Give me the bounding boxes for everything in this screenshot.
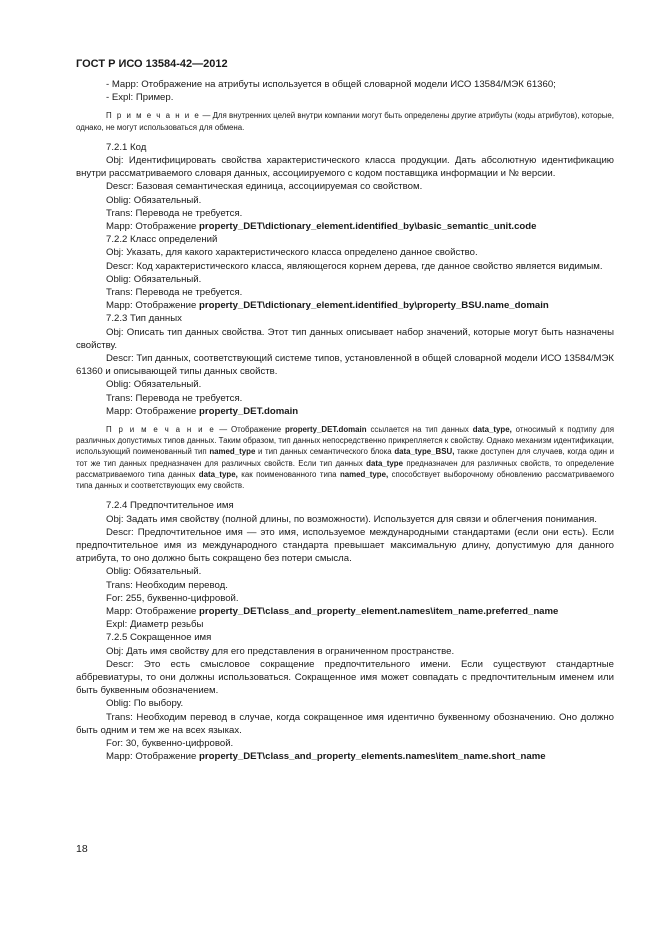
descr-line: Descr: Это есть смысловое сокращение предпочтительного имени. Если существуют стандартные аббревиатуры, то они должны использоваться. Сокращенное имя может совпадать с предпочтительным именем или быть буквенным обозначением. [76,658,614,697]
section-heading: 7.2.1 Код [106,141,147,153]
mapp-value: property_DET\dictionary_element.identified_by\basic_semantic_unit.code [199,221,537,233]
trans-line: Trans: Необходим перевод в случае, когда сокращенное имя идентично буквенному обозначению. Оно должно быть одним и тем же на всех языках. [76,711,614,736]
note-term: data_type, [198,469,238,479]
note-text: способствует выборочному обновлению рассматриваемого типа данных и соответствующих ему свойств. [76,469,615,491]
note-term: named_type, [339,469,389,479]
note-text: также доступен для случаев, когда один и тот же тип данных предназначен для различных свойств. Если тип данных [76,447,614,468]
note-term: data_type [366,458,403,468]
note-text: — Отображение [215,425,286,435]
mapp-prefix: Mapp: Отображение [106,605,199,617]
trans-line: Trans: Необходим перевод. [106,579,228,591]
mapp-prefix: Mapp: Отображение [106,751,199,763]
mapp-line [76,405,614,418]
note-term: data_type, [472,425,512,435]
note-text: как поименованного типа [237,469,340,479]
intro-expl: - Expl: Пример. [106,92,174,104]
mapp-line [76,220,614,233]
obj-line: Obj: Указать, для какого характеристического класса определено данное свойство. [106,247,478,259]
for-line: For: 30, буквенно-цифровой. [106,737,234,749]
note-term: data_type_BSU, [394,447,455,457]
oblig-line: Oblig: Обязательный. [106,566,202,578]
note-term: named_type [209,447,256,457]
obj-line: Obj: Задать имя свойству (полной длины, по возможности). Используется для связи и облегчения понимания. [106,513,597,525]
mapp-prefix: Mapp: Отображение [106,221,199,233]
intro-mapp: - Mapp: Отображение на атрибуты используется в общей словарной модели ИСО 13584/МЭК 61360; [106,79,556,90]
expl-line: Expl: Диаметр резьбы [106,619,204,631]
obj-line: Obj: Описать тип данных свойства. Этот тип данных описывает набор значений, которые могут быть назначены свойству. [76,326,614,351]
mapp-line [76,299,614,312]
obj-line: Obj: Идентифицировать свойства характеристического класса продукции. Дать абсолютную идентификацию внутри рассматриваемого словаря данных, ассоциируемого с кодом поставщика информации и № версии. [76,155,614,180]
note-label: П р и м е ч а н и е [106,425,216,435]
note-1 [76,110,614,132]
descr-line: Descr: Предпочтительное имя — это имя, используемое международными стандартами (если они есть). Если предпочтительное имя из международного стандарта превышает максимальную длину, допустимую для данного атрибута, то оно должно быть сокращено без потери смысла. [76,526,614,565]
page-number: 18 [76,843,88,855]
mapp-value: property_DET\class_and_property_elements.names\item_name.short_name [199,751,546,763]
section-heading: 7.2.2 Класс определений [106,234,218,246]
note-text: — Для внутренних целей внутри компании могут быть определены другие атрибуты (коды атрибутов), которые, однако, не могут использоваться для обмена. [76,111,614,132]
descr-line: Descr: Код характеристического класса, являющегося корнем дерева, где данное свойство является видимым. [106,260,603,272]
mapp-line [76,750,614,763]
for-line: For: 255, буквенно-цифровой. [106,592,239,604]
mapp-value: property_DET\class_and_property_element.names\item_name.preferred_name [199,605,559,617]
obj-line: Obj: Дать имя свойству для его представления в ограниченном пространстве. [106,645,455,657]
document-page [76,58,614,763]
mapp-value: property_DET.domain [199,405,299,417]
trans-line: Trans: Перевода не требуется. [106,392,243,404]
mapp-line [76,605,614,618]
document-header: ГОСТ Р ИСО 13584-42—2012 [76,58,228,70]
note-text: относимый к подтипу для различных допустимых типов данных. Таким образом, тип данных непосредственно прикрепляется к свойству. Однако механизм идентификации, использующий поименованный тип [76,425,614,457]
oblig-line: Oblig: Обязательный. [106,379,202,391]
mapp-value: property_DET\dictionary_element.identified_by\property_BSU.name_domain [199,300,549,312]
note-2 [76,424,614,491]
oblig-line: Oblig: По выбору. [106,698,184,710]
note-text: предназначен для различных свойств, то определение рассматриваемого типа данных [76,458,614,479]
section-heading: 7.2.3 Тип данных [106,313,182,325]
descr-line: Descr: Базовая семантическая единица, ассоциируемая со свойством. [106,181,423,193]
note-term: property_DET.domain [285,425,367,435]
note-label: П р и м е ч а н и е [106,111,201,121]
mapp-prefix: Mapp: Отображение [106,300,199,312]
note-text: ссылается на тип данных [366,425,473,435]
trans-line: Trans: Перевода не требуется. [106,287,243,299]
section-heading: 7.2.4 Предпочтительное имя [106,500,234,512]
trans-line: Trans: Перевода не требуется. [106,207,243,219]
note-text: и тип данных семантического блока [255,447,395,457]
oblig-line: Oblig: Обязательный. [106,273,202,285]
section-heading: 7.2.5 Сокращенное имя [106,632,212,644]
mapp-prefix: Mapp: Отображение [106,405,199,417]
oblig-line: Oblig: Обязательный. [106,194,202,206]
descr-line: Descr: Тип данных, соответствующий системе типов, установленной в общей словарной модели ИСО 13584/МЭК 61360 и описывающей типы данных свойств. [76,353,614,378]
